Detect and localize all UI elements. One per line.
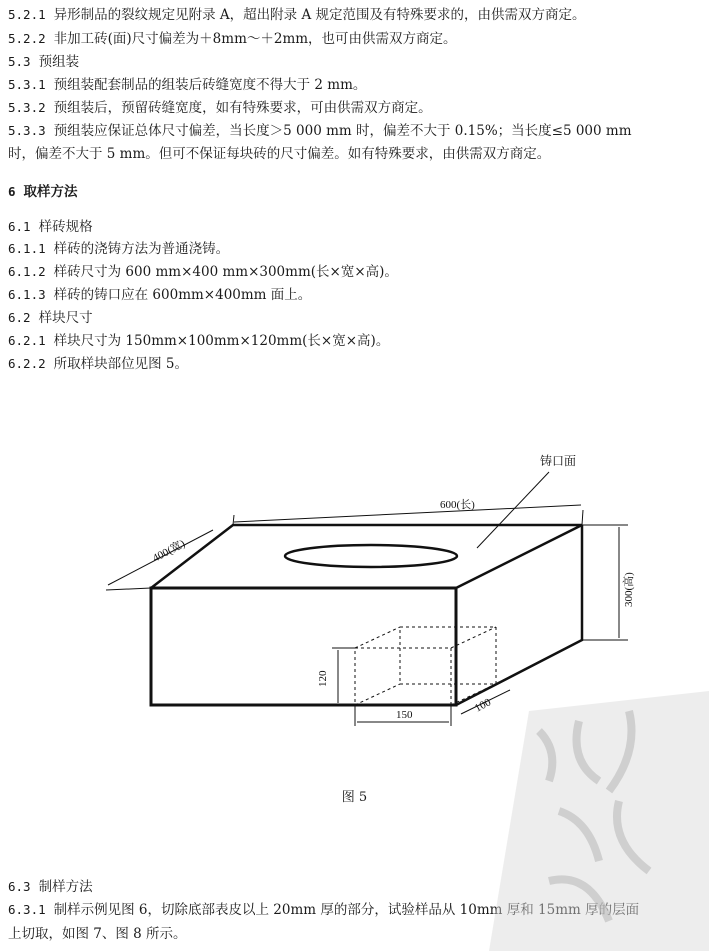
clause-5-3-3-cont: 时，偏差不大于 5 mm。但可不保证每块砖的尺寸偏差。如有特殊要求，由供需双方商定。 xyxy=(8,146,551,162)
clause-6-3-1: 6.3.1 制样示例见图 6，切除底部表皮以上 20mm 厚的部分，试验样品从 10mm 厚和 15mm 厚的层面 xyxy=(8,902,640,918)
section-6-heading: 6 取样方法 xyxy=(8,184,78,200)
clause-6-2-1: 6.2.1 样块尺寸为 150mm×100mm×120mm(长×宽×高)。 xyxy=(8,333,390,349)
clause-5-3-1: 5.3.1 预组装配套制品的组装后砖缝宽度不得大于 2 mm。 xyxy=(8,77,367,93)
clause-6-1-3: 6.1.3 样砖的铸口应在 600mm×400mm 面上。 xyxy=(8,287,312,303)
dim-sample-height: 120 xyxy=(317,670,329,687)
dim-sample-width: 100 xyxy=(472,696,493,715)
clause-5-2-1: 5.2.1 异形制品的裂纹规定见附录 A，超出附录 A 规定范围及有特殊要求的，由供需双方商定。 xyxy=(8,7,586,23)
clause-6-2-2: 6.2.2 所取样块部位见图 5。 xyxy=(8,356,189,372)
clause-5-2-2: 5.2.2 非加工砖(面)尺寸偏差为＋8mm～＋2mm，也可由供需双方商定。 xyxy=(8,31,457,47)
clause-6-1-1: 6.1.1 样砖的浇铸方法为普通浇铸。 xyxy=(8,241,230,257)
clause-5-3-2: 5.3.2 预组装后，预留砖缝宽度，如有特殊要求，可由供需双方商定。 xyxy=(8,100,432,116)
label-pouring-face: 铸口面 xyxy=(540,454,577,468)
dim-width: 400(宽) xyxy=(150,537,188,565)
clause-6-2: 6.2 样块尺寸 xyxy=(8,310,93,326)
figure-caption: 图 5 xyxy=(341,790,368,805)
clause-5-3: 5.3 预组装 xyxy=(8,54,80,70)
clause-6-1-2: 6.1.2 样砖尺寸为 600 mm×400 mm×300mm(长×宽×高)。 xyxy=(8,264,398,280)
clause-6-3-1-cont: 上切取，如图 7、图 8 所示。 xyxy=(8,926,187,942)
dim-length: 600(长) xyxy=(440,499,475,511)
clause-5-3-3: 5.3.3 预组装应保证总体尺寸偏差，当长度＞5 000 mm 时，偏差不大于 0.15%；当长度≤5 000 mm xyxy=(8,123,632,139)
clause-6-1: 6.1 样砖规格 xyxy=(8,219,93,235)
stamp-watermark xyxy=(469,691,709,951)
dim-sample-length: 150 xyxy=(396,709,413,721)
dim-height: 300(高) xyxy=(623,572,635,607)
clause-6-3: 6.3 制样方法 xyxy=(8,879,93,895)
